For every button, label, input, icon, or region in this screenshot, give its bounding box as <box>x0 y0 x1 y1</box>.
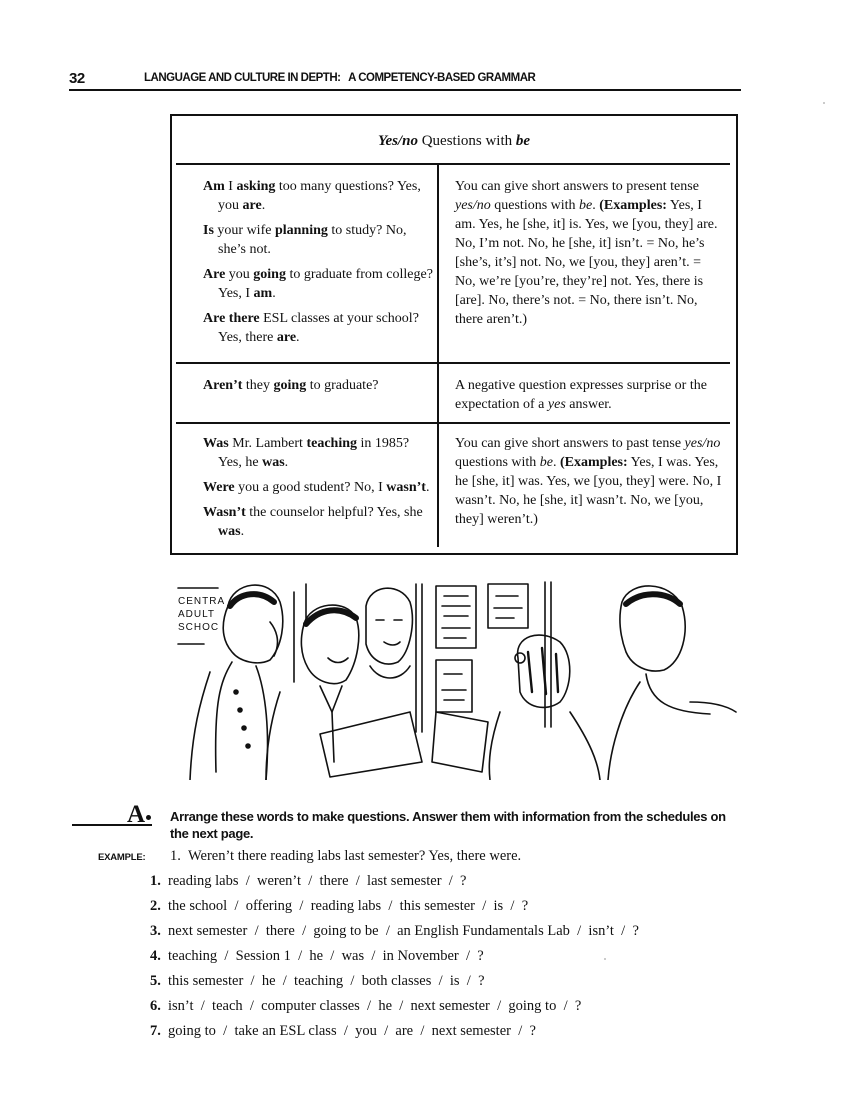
question-text: . <box>240 524 245 539</box>
question-text: you <box>225 267 254 282</box>
school-sign <box>178 588 225 644</box>
note-text: You can give short answers to past tense <box>455 436 685 451</box>
question-text: you a good student? No, I <box>234 480 387 495</box>
exercise-item <box>150 948 484 965</box>
example-number: 1. <box>170 848 181 864</box>
row-1-questions <box>203 177 435 353</box>
item-number: 4. <box>150 948 161 964</box>
note-text: questions with <box>490 198 580 213</box>
note-text: Yes, I am. Yes, he [she, it] is. Yes, we [you, they] are. No, I’m not. No, he [she, it] isn’t. = No, he’s [she’s, it’s] not. No, we [you, they] aren’t. = No, we’re [you’re, they’re] not. Yes, there is [are]. No, there’s not. = No, there isn’t. No, there aren’t.) <box>455 198 721 327</box>
example-question <box>203 221 435 259</box>
emphasized-word: Wasn’t <box>203 505 246 520</box>
italic-term: yes/no <box>684 436 721 451</box>
note-text: . <box>553 455 560 470</box>
item-text: the school / offering / reading labs / this semester / is / ? <box>168 898 529 914</box>
question-text: to graduate? <box>306 378 379 393</box>
row-1-note <box>455 177 725 329</box>
emphasized-word: asking <box>236 179 276 194</box>
column-divider <box>437 164 439 547</box>
scan-speck <box>823 102 825 104</box>
item-number: 2. <box>150 898 161 914</box>
box-title-be: be <box>515 133 531 149</box>
row-2-questions <box>203 376 435 401</box>
question-text: ESL classes at your school? Yes, there <box>218 311 422 345</box>
item-text: teaching / Session 1 / he / was / in November / ? <box>168 948 484 964</box>
emphasized-word: planning <box>274 223 328 238</box>
question-text: . <box>261 198 266 213</box>
question-text: your wife <box>213 223 275 238</box>
example-label: EXAMPLE: <box>98 852 146 863</box>
scan-speck <box>604 958 606 960</box>
book-title: LANGUAGE AND CULTURE IN DEPTH: A COMPETENCY-BASED GRAMMAR <box>144 72 536 84</box>
examples-label: (Examples: <box>599 198 667 213</box>
note-text: answer. <box>565 397 612 412</box>
item-number: 6. <box>150 998 161 1014</box>
item-text: going to / take an ESL class / you / are / next semester / ? <box>168 1023 536 1039</box>
exercise-instructions: Arrange these words to make questions. Answer them with information from the schedules on the next page. <box>170 809 726 841</box>
example-text: Weren’t there reading labs last semester? Yes, there were. <box>188 848 522 864</box>
example-question <box>203 309 435 347</box>
exercise-item <box>150 1023 536 1040</box>
paper-sheet <box>320 712 422 777</box>
question-text: the counselor helpful? Yes, she <box>245 505 427 520</box>
italic-term: yes <box>547 397 566 412</box>
emphasized-word: are <box>242 198 262 213</box>
row-divider <box>176 422 730 424</box>
woman-back-figure <box>366 588 412 678</box>
row-3-questions <box>203 434 435 547</box>
note-text: . <box>592 198 600 213</box>
grammar-note <box>455 376 725 414</box>
bulletin-board <box>436 584 528 712</box>
example-question <box>203 265 435 303</box>
exercise-letter-dot <box>146 815 151 820</box>
emphasized-word: wasn’t <box>386 480 426 495</box>
emphasized-word: Are <box>203 267 226 282</box>
sign-line: SCHOC <box>178 622 220 633</box>
example-answer <box>170 848 521 865</box>
emphasized-word: Am <box>203 179 225 194</box>
item-number: 3. <box>150 923 161 939</box>
grammar-note <box>455 434 725 529</box>
question-text: to study? No, she’s not. <box>218 223 410 257</box>
question-text: to graduate from college? Yes, I <box>218 267 436 301</box>
exercise-item <box>150 898 528 915</box>
item-text: next semester / there / going to be / an English Fundamentals Lab / isn’t / ? <box>168 923 639 939</box>
emphasized-word: Was <box>203 436 229 451</box>
emphasized-word: teaching <box>306 436 358 451</box>
emphasized-word: was <box>218 524 241 539</box>
item-number: 5. <box>150 973 161 989</box>
row-2-note <box>455 376 725 414</box>
question-text: in 1985? Yes, he <box>218 436 413 470</box>
italic-term: be <box>579 198 593 213</box>
sign-line: CENTRA <box>178 596 226 607</box>
man-figure <box>266 605 359 780</box>
question-text: . <box>284 455 289 470</box>
grammar-note <box>455 177 725 329</box>
woman-right-figure <box>608 586 736 780</box>
emphasized-word: Are there <box>203 311 260 326</box>
paper-sheet <box>432 712 488 772</box>
item-number: 1. <box>150 873 161 889</box>
note-text: Yes, I was. Yes, he [she, it] was. Yes, we [you, they] were. No, I wasn’t. No, he [she, it] wasn’t. No, we [you, they] weren’t.) <box>455 455 725 527</box>
box-title-rest: Questions with <box>417 133 516 149</box>
row-divider <box>176 163 730 165</box>
emphasized-word: Aren’t <box>203 378 243 393</box>
exercise-item <box>150 873 467 890</box>
exercise-item <box>150 998 581 1015</box>
item-number: 7. <box>150 1023 161 1039</box>
example-question <box>203 376 435 395</box>
example-question <box>203 478 435 497</box>
row-3-note <box>455 434 725 529</box>
question-text: . <box>272 286 276 301</box>
box-title-italic: Yes/no <box>377 133 418 149</box>
item-text: this semester / he / teaching / both classes / is / ? <box>168 973 485 989</box>
note-text: A negative question expresses surprise or the expectation of a <box>455 378 711 412</box>
question-text: I <box>224 179 237 194</box>
note-text: You can give short answers to present tense <box>455 179 703 194</box>
item-text: isn’t / teach / computer classes / he / next semester / going to / ? <box>168 998 582 1014</box>
emphasized-word: are <box>276 330 297 345</box>
emphasized-word: Were <box>203 480 235 495</box>
box-title <box>172 133 736 150</box>
emphasized-word: going <box>273 378 307 393</box>
emphasized-word: going <box>253 267 286 282</box>
page-number: 32 <box>69 70 85 87</box>
question-text: too many questions? Yes, you <box>218 179 425 213</box>
emphasized-word: am <box>253 286 273 301</box>
italic-term: yes/no <box>455 198 491 213</box>
row-divider <box>176 362 730 364</box>
question-text: Mr. Lambert <box>228 436 307 451</box>
header-rule <box>69 89 741 91</box>
question-text: . <box>425 480 430 495</box>
note-text: questions with <box>455 436 724 470</box>
emphasized-word: Is <box>203 223 214 238</box>
item-text: reading labs / weren’t / there / last semester / ? <box>168 873 467 889</box>
example-question <box>203 503 435 541</box>
question-text: they <box>242 378 274 393</box>
sign-line: ADULT <box>178 609 216 620</box>
classroom-illustration <box>170 562 750 780</box>
examples-label: (Examples: <box>560 455 628 470</box>
example-question <box>203 434 435 472</box>
exercise-item <box>150 923 639 940</box>
example-question <box>203 177 435 215</box>
grammar-box <box>170 114 738 555</box>
question-text: . <box>296 330 300 345</box>
exercise-item <box>150 973 485 990</box>
emphasized-word: was <box>262 455 285 470</box>
italic-term: be <box>539 455 553 470</box>
exercise-letter: A <box>127 801 146 828</box>
